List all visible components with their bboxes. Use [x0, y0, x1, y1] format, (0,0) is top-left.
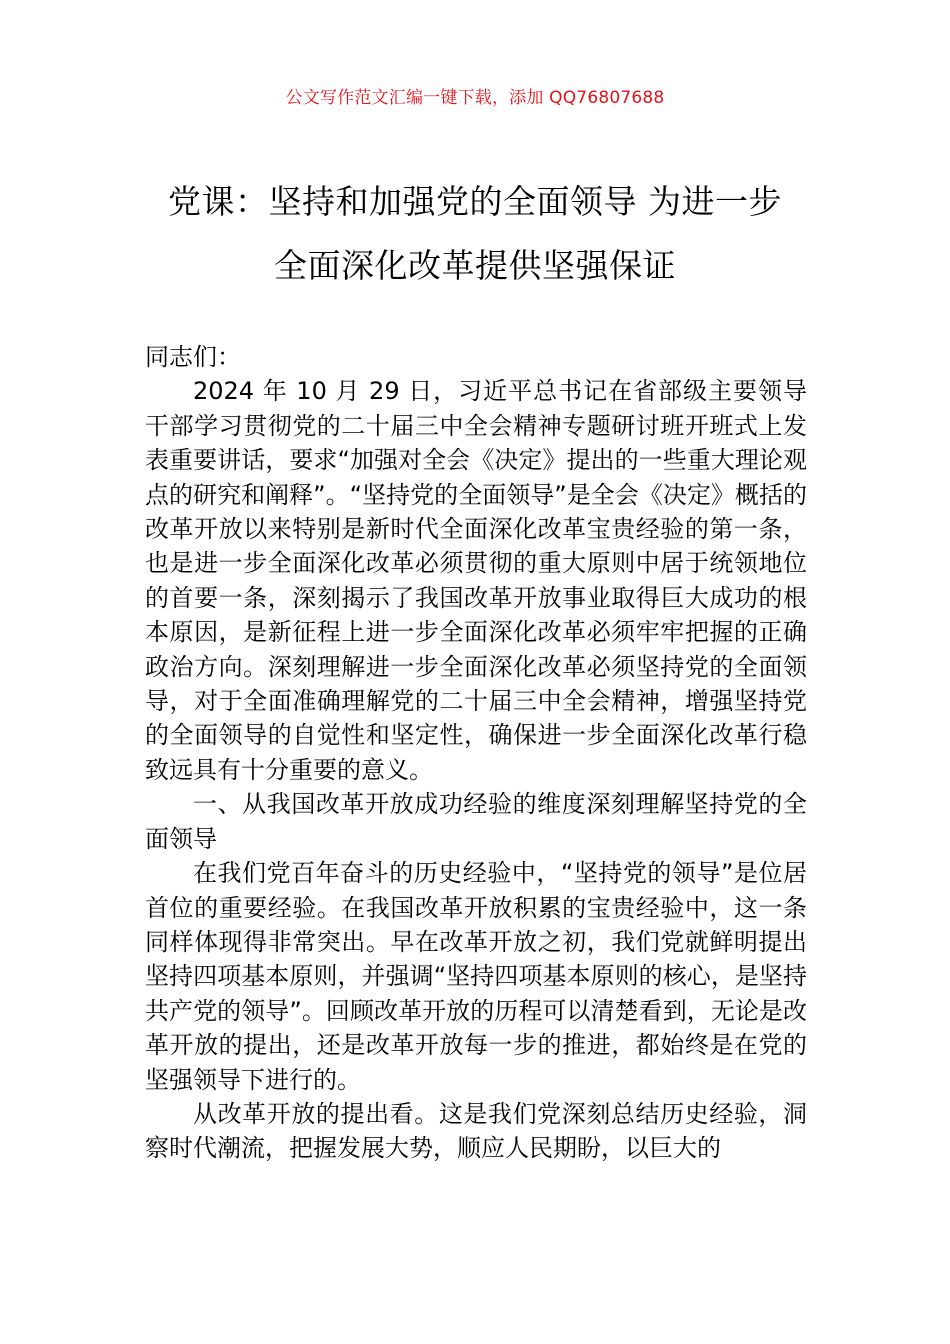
paragraph-party-leadership: 在我们党百年奋斗的历史经验中，“坚持党的领导”是位居首位的重要经验。在我国改革开放积累的宝贵经验中，这一条同样体现得非常突出。早在改革开放之初，我们党就鲜明提出坚持四项基本原则，并强调“坚持四项基本原则的核心，是坚持共产党的领导”。回顾改革开放的历程可以清楚看到，无论是改革开放的提出，还是改革开放每一步的推进，都始终是在党的坚强领导下进行的。: [145, 859, 807, 1094]
document-body: [145, 340, 807, 1166]
title-line-2: 全面深化改革提供坚强保证: [274, 246, 676, 285]
download-notice: 公文写作范文汇编一键下载，添加 QQ76807688: [285, 88, 665, 108]
salutation: 同志们：: [145, 343, 241, 371]
paragraph-reform-origin: 从改革开放的提出看。这是我们党深刻总结历史经验，洞察时代潮流，把握发展大势，顺应人民期盼，以巨大的: [145, 1099, 807, 1163]
title-line-1: 党课：坚持和加强党的全面领导 为进一步: [168, 182, 782, 221]
paragraph-intro: 2024 年 10 月 29 日，习近平总书记在省部级主要领导干部学习贯彻党的二十届三中全会精神专题研讨班开班式上发表重要讲话，要求“加强对全会《决定》提出的一些重大理论观点的研究和阐释”。“坚持党的全面领导”是全会《决定》概括的改革开放以来特别是新时代全面深化改革宝贵经验的第一条，也是进一步全面深化改革必须贯彻的重大原则中居于统领地位的首要一条，深刻揭示了我国改革开放事业取得巨大成功的根本原因，是新征程上进一步全面深化改革必须牢牢把握的正确政治方向。深刻理解进一步全面深化改革必须坚持党的全面领导，对于全面准确理解党的二十届三中全会精神，增强坚持党的全面领导的自觉性和坚定性，确保进一步全面深化改革行稳致远具有十分重要的意义。: [145, 377, 807, 784]
section-heading-1: 一、从我国改革开放成功经验的维度深刻理解坚持党的全面领导: [145, 790, 807, 853]
document-title: [120, 170, 830, 298]
